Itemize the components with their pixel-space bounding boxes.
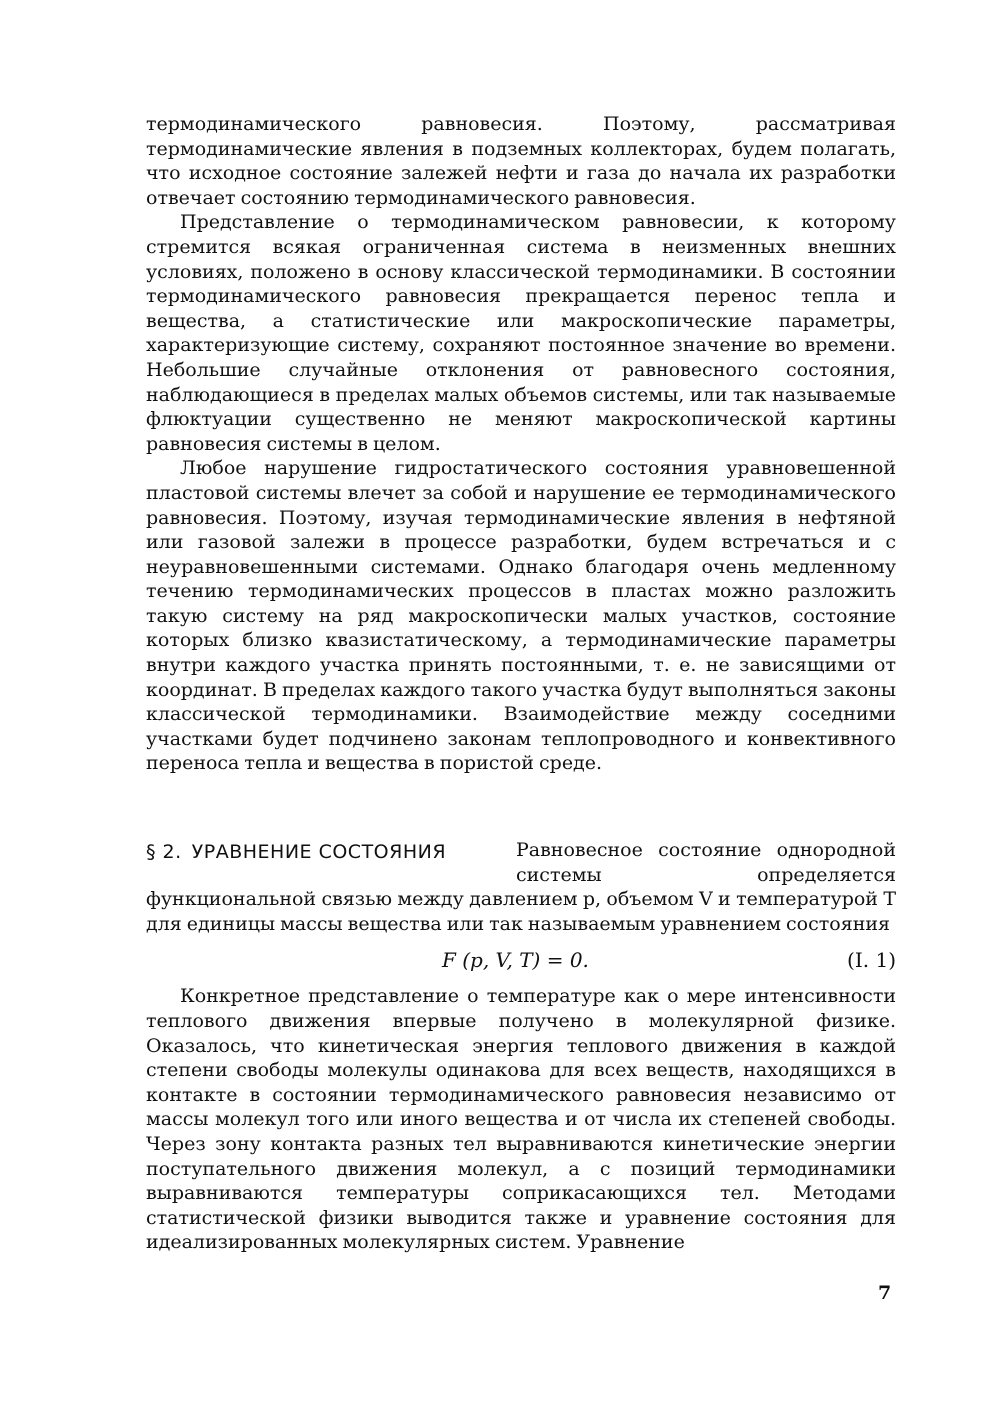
section-intro: Равновесное состояние однородной системы определяется функциональной связью между давлением p, объемом V и температурой T для единицы массы вещества или так называемым уравнением состояния — [146, 839, 896, 935]
equation-label: (I. 1) — [847, 948, 896, 973]
section-heading — [146, 838, 516, 865]
paragraph-3: Любое нарушение гидростатического состояния уравновешенной пластовой системы влечет за собой и нарушение ее термодинамического равновесия. Поэтому, изучая термодинамические явления в нефтяной или газовой залежи в процессе разработки, будем встречаться и с неуравновешенными системами. Однако благодаря очень медленному течению термодинамических процессов в пластах можно разложить такую систему на ряд макроскопически малых участков, состояние которых близко квазистатическому, а термодинамические параметры внутри каждого участка принять постоянными, т. е. не зависящими от координат. В пределах каждого такого участка будут выполняться законы классической термодинамики. Взаимодействие между соседними участками будет подчинено законам теплопроводного и конвективного переноса тепла и вещества в пористой среде. — [146, 457, 896, 775]
paragraph-4: Конкретное представление о температуре как о мере интенсивности теплового движения впервые получено в молекулярной физике. Оказалось, что кинетическая энергия теплового движения в каждой степени свободы молекулы одинакова для всех веществ, находящихся в контакте в состоянии термодинамического равновесия независимо от массы молекул того или иного вещества и от числа их степеней свободы. Через зону контакта разных тел выравниваются кинетические энергии поступательного движения молекул, а с позиций термодинамики выравниваются температуры соприкасающихся тел. Методами статистической физики выводится также и уравнение состояния для идеализированных молекулярных систем. Уравнение — [146, 985, 896, 1254]
equation-formula: F (p, V, T) = 0. — [442, 948, 589, 973]
section-2 — [146, 838, 896, 936]
page-body — [146, 112, 896, 1255]
paragraph-2: Представление о термодинамическом равновесии, к которому стремится всякая ограниченная система в неизменных внешних условиях, положено в основу классической термодинамики. В состоянии термодинамического равновесия прекращается перенос тепла и вещества, а статистические или макроскопические параметры, характеризующие систему, сохраняют постоянное значение во времени. Небольшие случайные отклонения от равновесного состояния, наблюдающиеся в пределах малых объемов системы, или так называемые флюктуации существенно не меняют макроскопической картины равновесия системы в целом. — [146, 211, 896, 455]
equation-row — [146, 940, 896, 984]
section-title: УРАВНЕНИЕ СОСТОЯНИЯ — [191, 841, 447, 864]
page-number: 7 — [878, 1282, 892, 1304]
section-number: § 2. — [146, 841, 182, 864]
paragraph-1: термодинамического равновесия. Поэтому, рассматривая термодинамические явления в подземных коллекторах, будем полагать, что исходное состояние залежей нефти и газа до начала их разработки отвечает состоянию термодинамического равновесия. — [146, 113, 896, 209]
